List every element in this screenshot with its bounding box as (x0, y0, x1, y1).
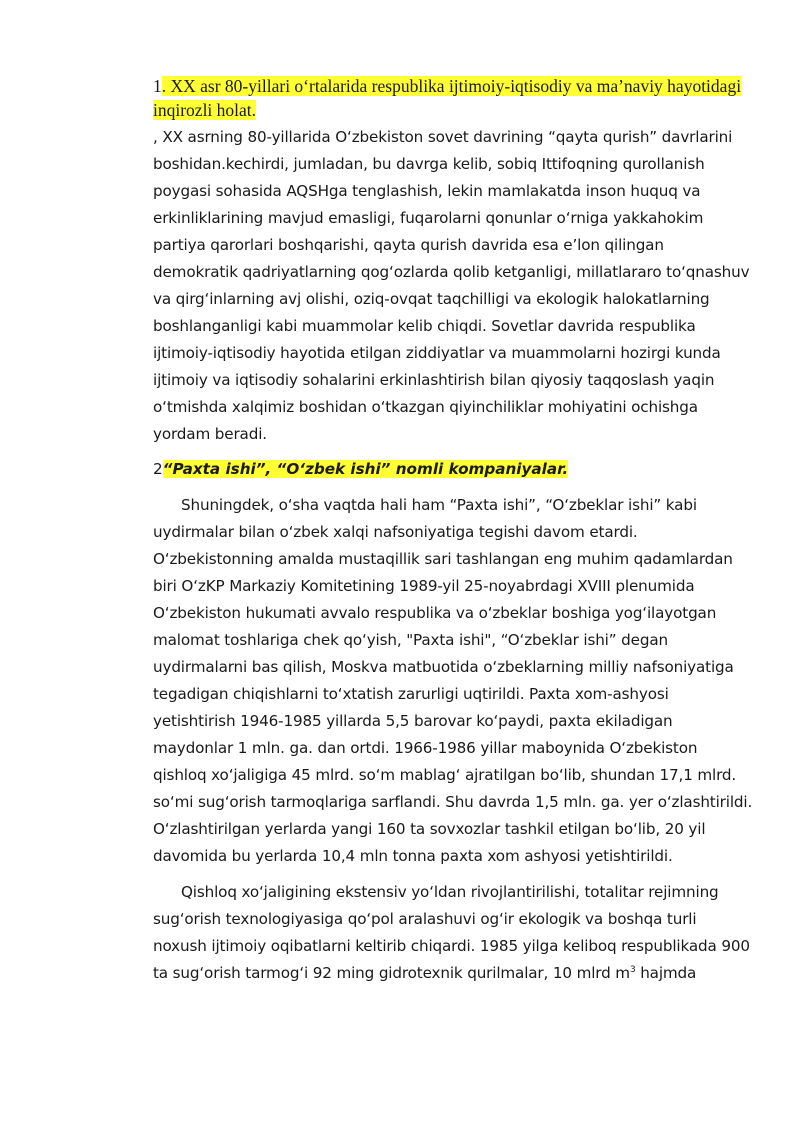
section-1-heading (153, 74, 753, 122)
section-1-number: 1 (153, 76, 162, 96)
section-2-paragraph-2-tail: hajmda (635, 964, 697, 982)
section-2-heading (153, 456, 753, 483)
document-body (153, 74, 753, 987)
section-2-paragraph-2 (153, 879, 753, 987)
section-2-number: 2 (153, 460, 163, 478)
section-2-paragraph-1: Shuningdek, o‘sha vaqtda hali ham “Paxta ishi”, “O‘zbeklar ishi” kabi uydirmalar bilan o‘zbek xalqi nafsoniyatiga tegishi davom etardi. O‘zbekistonning amalda mustaqillik sari tashlangan eng muhim qadamlardan biri O‘zKP Markaziy Komitetining 1989-yil 25-noyabrdagi XVIII plenumida O‘zbekiston hukumati avvalo respublika va o‘zbeklar boshiga yog‘ilayotgan malomat toshlariga chek qo‘yish, "Paxta ishi", “O‘zbeklar ishi” degan uydirmalarni bas qilish, Moskva matbuotida o‘zbeklarning milliy nafsoniyatiga tegadigan chiqishlarni to‘xtatish zarurligi uqtirildi. Paxta xom-ashyosi yetishtirish 1946-1985 yillarda 5,5 barovar ko‘paydi, paxta ekiladigan maydonlar 1 mln. ga. dan ortdi. 1966-1986 yillar maboynida O‘zbekiston qishloq xo‘jaligiga 45 mlrd. so‘m mablag‘ ajratilgan bo‘lib, shundan 17,1 mlrd. so‘mi sug‘orish tarmoqlariga sarflandi. Shu davrda 1,5 mln. ga. yer o‘zlashtirildi. O‘zlashtirilgan yerlarda yangi 160 ta sovxozlar tashkil etilgan bo‘lib, 20 yil davomida bu yerlarda 10,4 mln tonna paxta xom ashyosi yetishtirildi. (153, 496, 753, 865)
section-1-title: . XX asr 80-yillari o‘rtalarida respublika ijtimoiy-iqtisodiy va ma’naviy hayotidagi inqirozli holat. (153, 76, 742, 120)
section-1-paragraph: , XX asrning 80-yillarida O‘zbekiston sovet davrining “qayta qurish” davrlarini boshidan.kechirdi, jumladan, bu davrga kelib, sobiq Ittifoqning qurollanish poygasi sohasida AQSHga tenglashish, lekin mamlakatda inson huquq va erkinliklarining mavjud emasligi, fuqarolarni qonunlar o‘rniga yakkahokim partiya qarorlari boshqarishi, qayta qurish davrida esa e’lon qilingan demokratik qadriyatlarning qog‘ozlarda qolib ketganligi, millatlararo to‘qnashuv va qirg‘inlarning avj olishi, oziq-ovqat taqchilligi va ekologik halokatlarning boshlanganligi kabi muammolar kelib chiqdi. Sovetlar davrida respublika ijtimoiy-iqtisodiy hayotida etilgan ziddiyatlar va muammolarni hozirgi kunda ijtimoiy va iqtisodiy sohalarini erkinlashtirish bilan qiyosiy taqqoslash yaqin o‘tmishda xalqimiz boshidan o‘tkazgan qiyinchiliklar mohiyatini ochishga yordam beradi. (153, 128, 750, 443)
superscript-exponent: 3 (629, 964, 636, 975)
section-2-title: “Paxta ishi”, “O‘zbek ishi” nomli kompaniyalar. (162, 460, 569, 478)
section-2-paragraph-2-text: Qishloq xo‘jaligining ekstensiv yo‘ldan rivojlantirilishi, totalitar rejimning sug‘orish texnologiyasiga qo‘pol aralashuvi og‘ir ekologik va boshqa turli noxush ijtimoiy oqibatlarni keltirib chiqardi. 1985 yilga keliboq respublikada 900 ta sug‘orish tarmog‘i 92 ming gidrotexnik qurilmalar, 10 mlrd m (153, 883, 750, 982)
